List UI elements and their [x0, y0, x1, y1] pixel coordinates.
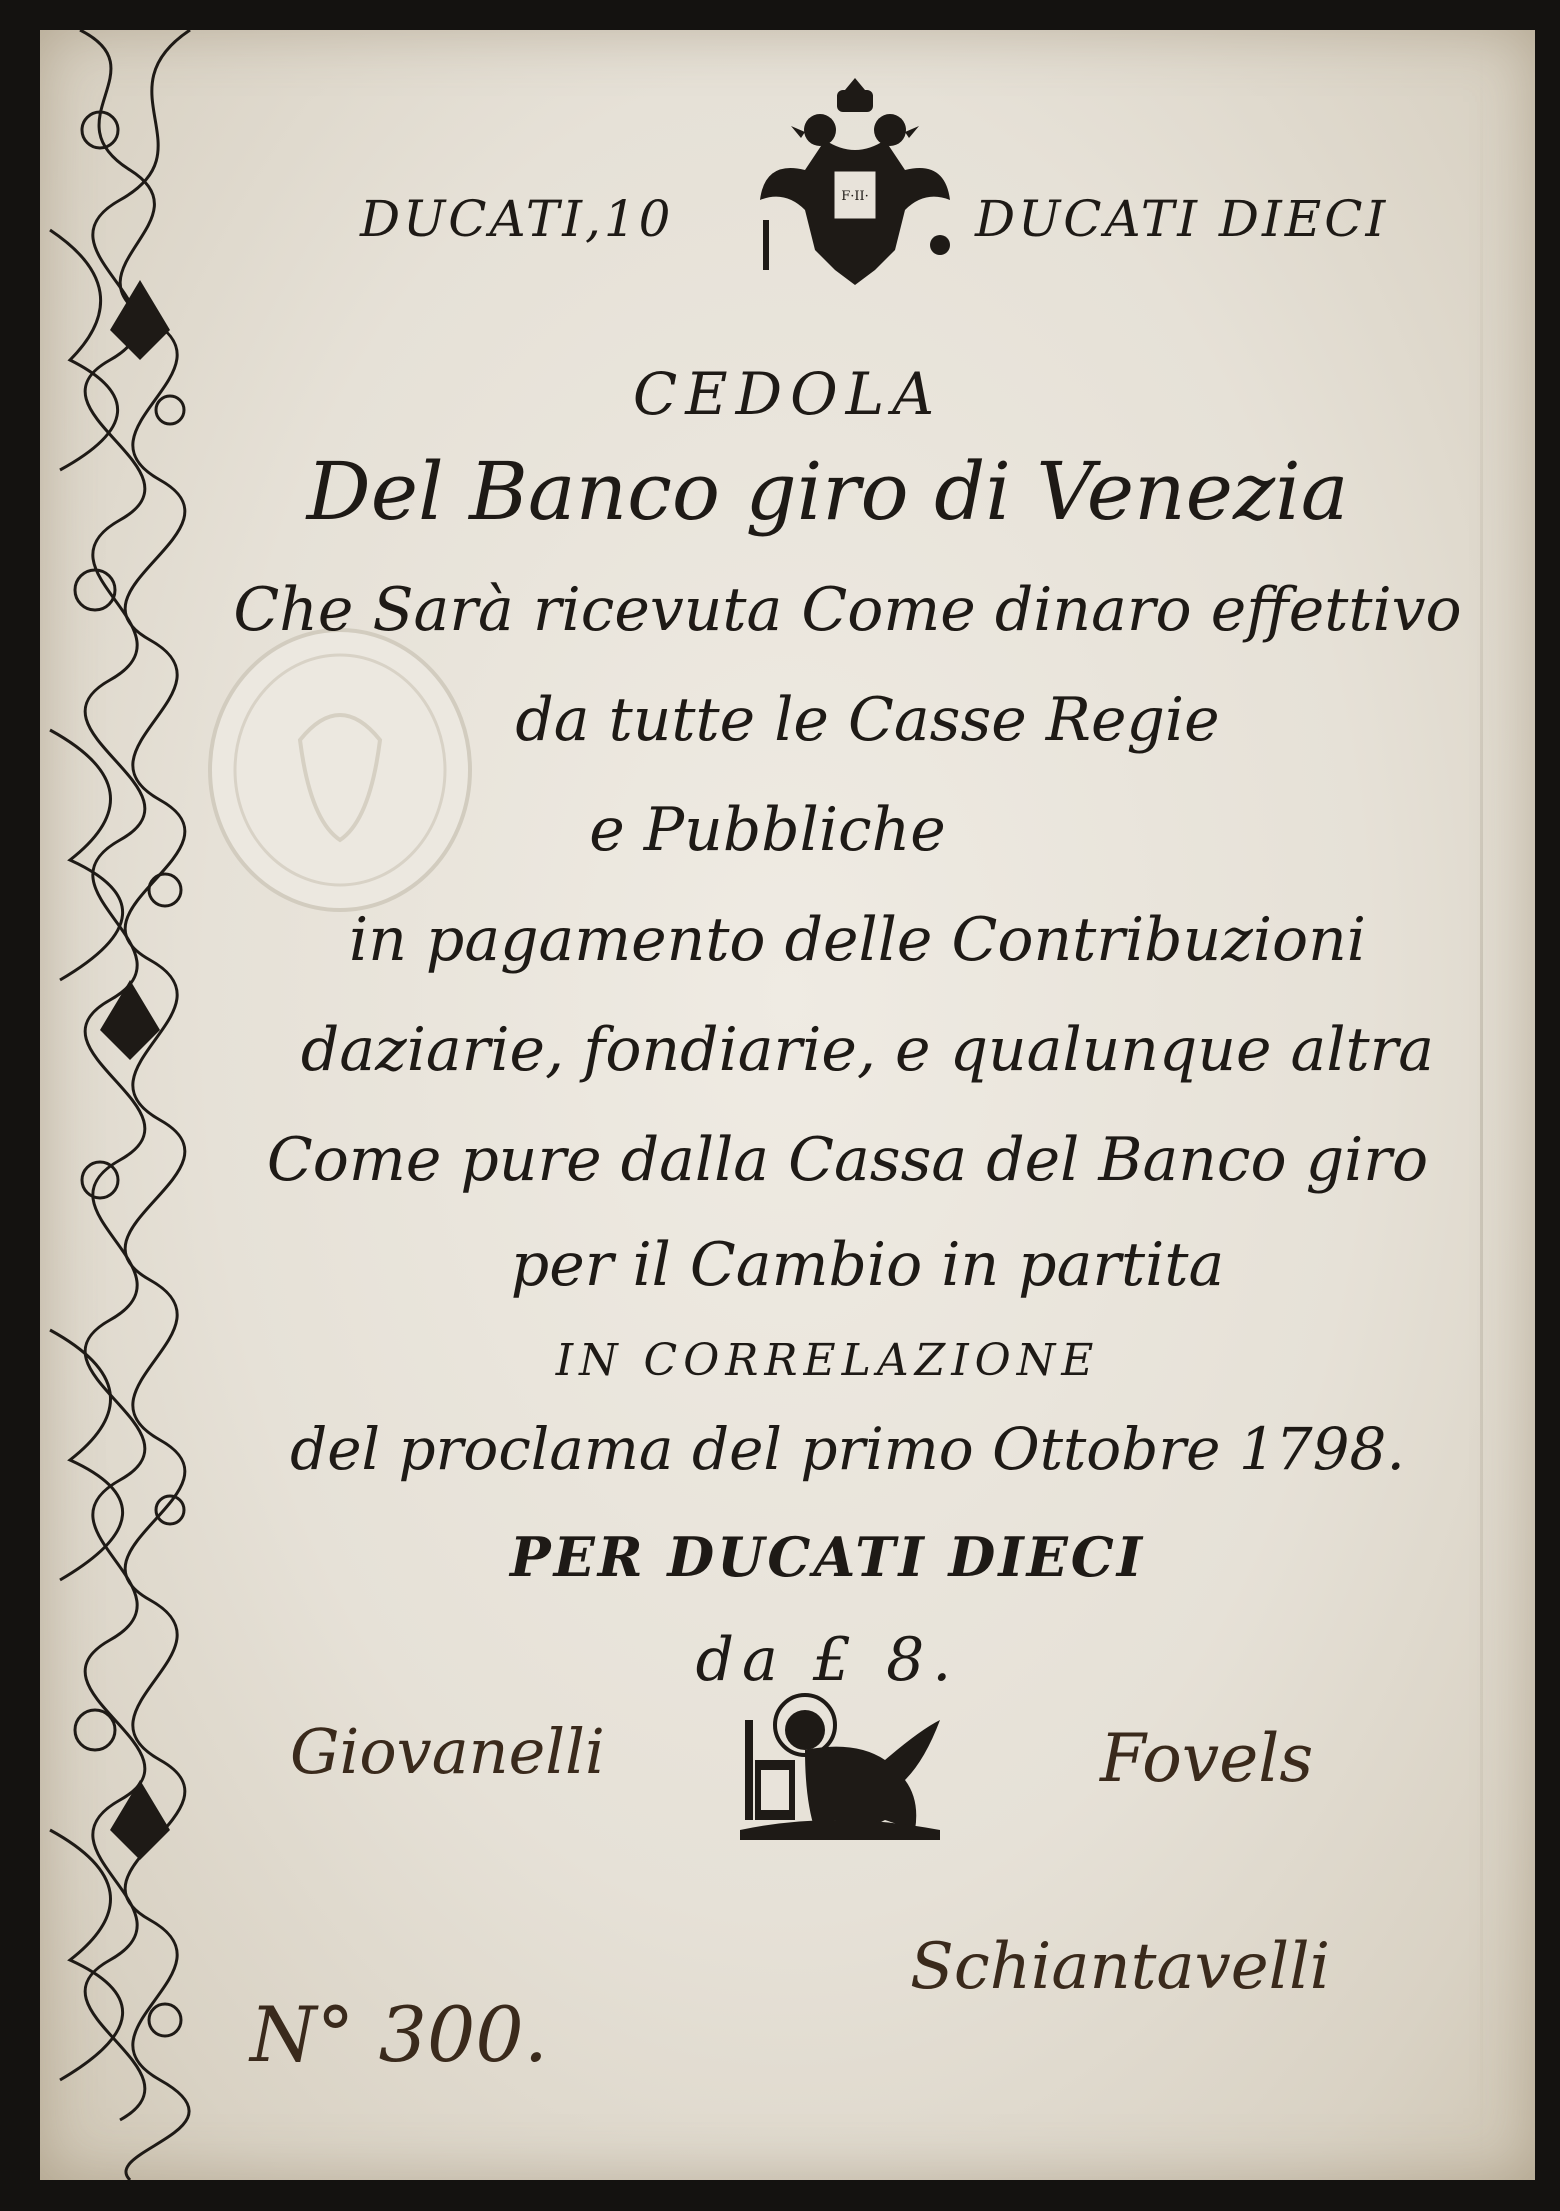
body-line-3: e Pubbliche [589, 795, 946, 865]
embossed-seal-icon [200, 620, 480, 920]
signature-right: Fovels [1100, 1720, 1314, 1797]
proclamation-line: del proclama del primo Ottobre 1798. [290, 1415, 1405, 1483]
serial-number: N° 300. [250, 1990, 548, 2079]
lion-of-st-mark-icon [735, 1690, 945, 1840]
paper-fold [1480, 30, 1483, 2180]
header-right: DUCATI DIECI [975, 190, 1389, 248]
value-line: da £ 8. [695, 1625, 960, 1695]
signature-bottom: Schiantavelli [910, 1930, 1331, 2004]
correlation-label: IN CORRELAZIONE [555, 1335, 1100, 1386]
calligraphic-border-icon [40, 30, 240, 2180]
denomination: PER DUCATI DIECI [509, 1525, 1145, 1589]
document-subtitle: Del Banco giro di Venezia [306, 445, 1349, 538]
header-left: DUCATI,10 [360, 190, 674, 248]
body-line-2: da tutte le Casse Regie [515, 685, 1220, 755]
body-line-1: Che Sarà ricevuta Come dinaro effettivo [233, 575, 1462, 645]
banknote [40, 30, 1535, 2180]
eagle-monogram: F·II· [841, 189, 869, 204]
body-line-6: Come pure dalla Cassa del Banco giro [266, 1125, 1429, 1195]
document-title: CEDOLA [632, 360, 943, 428]
double-headed-eagle-icon [755, 70, 955, 290]
signature-left: Giovanelli [290, 1715, 605, 1788]
body-line-5: daziarie, fondiarie, e qualunque altra [300, 1015, 1435, 1085]
body-line-7: per il Cambio in partita [510, 1230, 1225, 1300]
body-line-4: in pagamento delle Contribuzioni [349, 905, 1366, 975]
